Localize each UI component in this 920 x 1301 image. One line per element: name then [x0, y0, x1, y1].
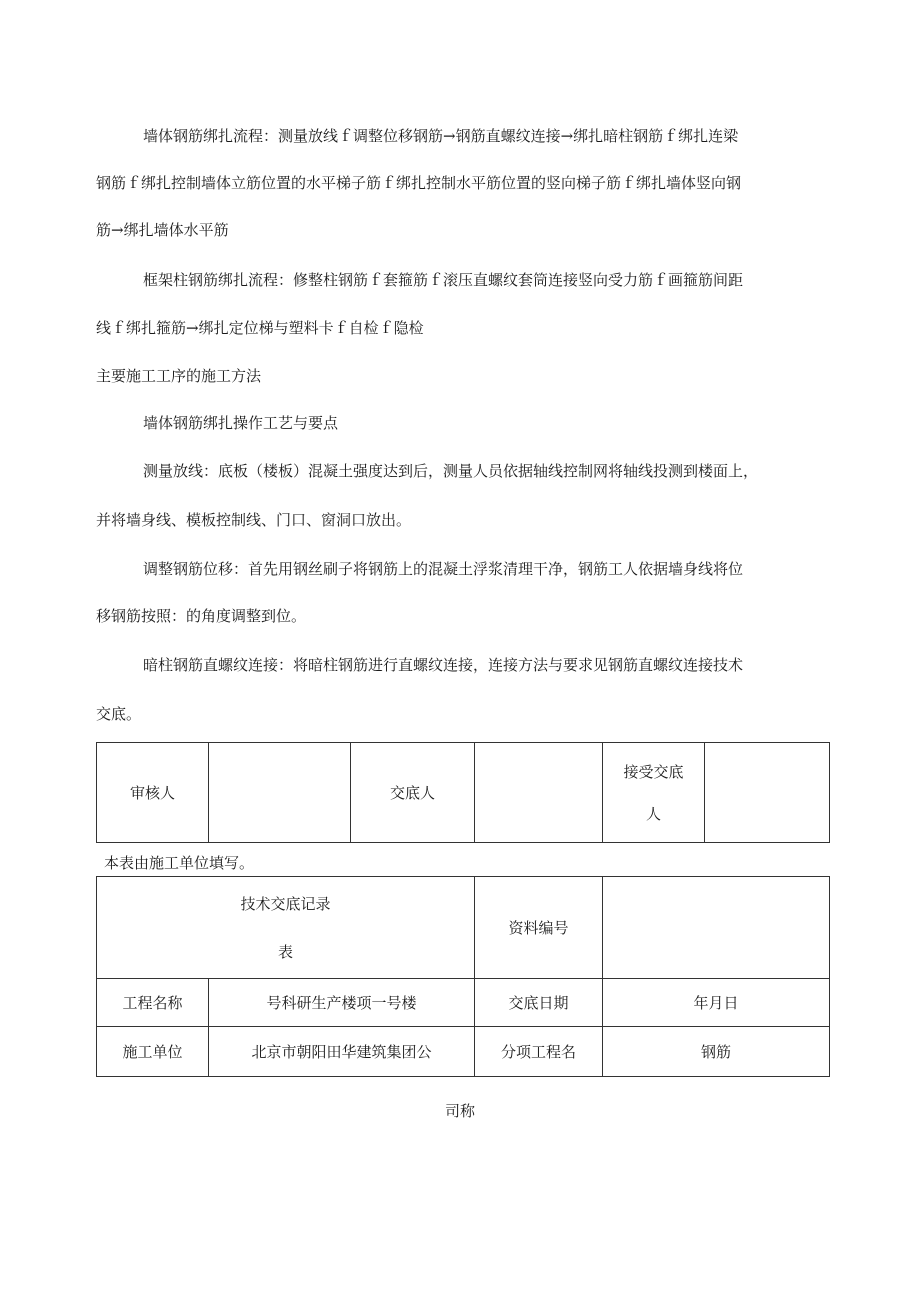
wall-flow-line-2: 钢筋ｆ绑扎控制墙体立筋位置的水平梯子筋ｆ绑扎控制水平筋位置的竖向梯子筋ｆ绑扎墙体竖向钢 — [96, 174, 742, 192]
thread-line-1: 暗柱钢筋直螺纹连接：将暗柱钢筋进行直螺纹连接，连接方法与要求见钢筋直螺纹连接技术 — [143, 656, 744, 674]
column-flow-line-1: 框架柱钢筋绑扎流程：修整柱钢筋ｆ套箍筋ｆ滚压直螺纹套筒连接竖向受力筋ｆ画箍筋间距 — [143, 271, 744, 289]
reviewer-value — [209, 743, 351, 843]
sub-project-label: 分项工程名 — [475, 1027, 603, 1077]
wall-flow-line-1: 墙体钢筋绑扎流程：测量放线ｆ调整位移钢筋→钢筋直螺纹连接→绑扎暗柱钢筋ｆ绑扎连梁 — [143, 127, 739, 145]
date-value: 年月日 — [603, 979, 830, 1027]
reviewer-label: 审核人 — [97, 743, 209, 843]
project-label: 工程名称 — [97, 979, 209, 1027]
doc-no-value — [603, 877, 830, 979]
adjust-line-2: 移钢筋按照：的角度调整到位。 — [96, 607, 307, 625]
record-title-line-1: 技术交底记录 — [240, 894, 331, 913]
discloser-label: 交底人 — [351, 743, 475, 843]
sign-table — [96, 742, 830, 843]
receiver-value — [705, 743, 830, 843]
doc-no-label: 资料编号 — [475, 877, 603, 979]
receiver-label — [603, 743, 705, 843]
receiver-label-line-1: 接受交底 — [623, 762, 684, 781]
wall-flow-line-3: 筋→绑扎墙体水平筋 — [96, 221, 229, 239]
contractor-label: 施工单位 — [97, 1027, 209, 1077]
thread-line-2: 交底。 — [96, 705, 142, 723]
discloser-value — [475, 743, 603, 843]
survey-line-1: 测量放线：底板（楼板）混凝土强度达到后，测量人员依据轴线控制网将轴线投测到楼面上， — [143, 462, 759, 480]
survey-line-2: 并将墙身线、模板控制线、门口、窗洞口放出。 — [96, 511, 412, 529]
record-title-line-2: 表 — [278, 942, 294, 961]
receiver-label-line-2: 人 — [645, 804, 661, 823]
adjust-line-1: 调整钢筋位移：首先用钢丝刷子将钢筋上的混凝土浮浆清理干净，钢筋工人依据墙身线将位 — [143, 560, 744, 578]
record-table — [96, 876, 830, 1077]
contractor-value: 北京市朝阳田华建筑集团公 — [209, 1027, 475, 1077]
date-label: 交底日期 — [475, 979, 603, 1027]
table-overflow-text: 司称 — [445, 1102, 476, 1120]
subsection-title: 墙体钢筋绑扎操作工艺与要点 — [143, 414, 339, 432]
sub-project-value: 钢筋 — [603, 1027, 830, 1077]
column-flow-line-2: 线ｆ绑扎箍筋→绑扎定位梯与塑料卡ｆ自检ｆ隐检 — [96, 319, 424, 337]
record-title — [97, 877, 475, 979]
form-note: 本表由施工单位填写。 — [104, 854, 255, 872]
project-value: 号科研生产楼项一号楼 — [209, 979, 475, 1027]
section-title: 主要施工工序的施工方法 — [96, 367, 262, 385]
